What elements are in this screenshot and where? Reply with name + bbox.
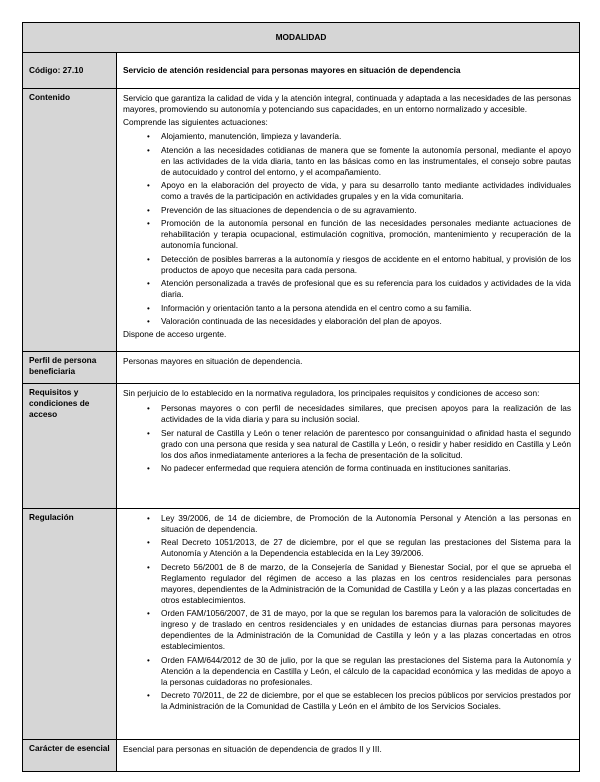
code-row [23, 53, 580, 89]
list-item: • Promoción de la autonomía personal en función de las necesidades personales mediante actuaciones de rehabilitación y terapia ocupacional, estimulación cognitiva, promoción, mantenimiento y recuperación de la autonomía funcional. [161, 218, 571, 251]
contenido-intro: Servicio que garantiza la calidad de vida y la atención integral, continuada y adaptada a las necesidades de las personas mayores, promoviendo su autonomía y potenciando sus capacidades, en un entorno normalizado y accesible. [123, 93, 571, 115]
regulacion-label: Regulación [23, 509, 117, 740]
contenido-cell [117, 89, 580, 352]
contenido-label: Contenido [23, 89, 117, 352]
service-sheet-table [22, 22, 580, 772]
caracter-text: Esencial para personas en situación de dependencia de grados II y III. [117, 740, 580, 772]
contenido-list [123, 131, 571, 327]
list-item: • Orden FAM/1056/2007, de 31 de mayo, por la que se regulan los baremos para la valoración de solicitudes de ingreso y de traslado en centros residenciales y en unidades de estancias diurnas para personas mayores dependientes de la Administración de la Comunidad de Castilla y león y a las plazas concertadas en otros establecimientos. [161, 608, 571, 652]
list-item: • Decreto 56/2001 de 8 de marzo, de la Consejería de Sanidad y Bienestar Social, por el que se aprueba el Reglamento regulador del régimen de acceso a las plazas en los centros residenciales para personas mayores, dependientes de la Administración de la Comunidad de Castilla y León y a las plazas concertadas en otros establecimientos. [161, 562, 571, 606]
requisitos-cell [117, 384, 580, 509]
contenido-footer: Dispone de acceso urgente. [123, 329, 227, 340]
perfil-label: Perfil de persona beneficiaria [23, 352, 117, 384]
contenido-row [23, 89, 580, 352]
caracter-row [23, 740, 580, 772]
list-item: • Alojamiento, manutención, limpieza y lavandería. [161, 131, 571, 142]
caracter-label: Carácter de esencial [23, 740, 117, 772]
header-row [23, 23, 580, 53]
requisitos-list [123, 403, 571, 474]
requisitos-label: Requisitos y condiciones de acceso [23, 384, 117, 509]
list-item: • Ser natural de Castilla y León o tener relación de parentesco por consanguinidad o afinidad hasta el segundo grado con una persona que resida y sea natural de Castilla y León, o residir y haber residido en Castilla y León los dos años inmediatamente anteriores a la fecha de presentación de la solicitud. [161, 428, 571, 461]
list-item: • Real Decreto 1051/2013, de 27 de diciembre, por el que se regulan las prestaciones del Sistema para la Autonomía y Atención a la Dependencia establecida en la Ley 39/2006. [161, 537, 571, 559]
list-item: • Orden FAM/644/2012 de 30 de julio, por la que se regulan las prestaciones del Sistema para la Autonomía y Atención a la dependencia en Castilla y León, el cálculo de la capacidad económica y las medidas de apoyo a la personas cuidadoras no profesionales. [161, 655, 571, 688]
list-item: • Atención personalizada a través de profesional que es su referencia para los cuidados y actividades de la vida diaria. [161, 278, 571, 300]
list-item: • No padecer enfermedad que requiera atención de forma continuada en instituciones sanitarias. [161, 463, 571, 474]
service-title: Servicio de atención residencial para personas mayores en situación de dependencia [117, 53, 580, 89]
list-item: • Información y orientación tanto a la persona atendida en el centro como a su familia. [161, 303, 571, 314]
list-item: • Apoyo en la elaboración del proyecto de vida, y para su desarrollo tanto mediante actividades individuales como a través de la participación en actividades grupales y en la vida comunitaria. [161, 180, 571, 202]
perfil-text: Personas mayores en situación de dependencia. [117, 352, 580, 384]
list-item: • Ley 39/2006, de 14 de diciembre, de Promoción de la Autonomía Personal y Atención a las personas en situación de dependencia. [161, 513, 571, 535]
list-item: • Atención a las necesidades cotidianas de manera que se fomente la autonomía personal, mediante el apoyo en las actividades de la vida diaria, tanto en las básicas como en las instrumentales, el consejo sobre pautas de autocuidado y control del entorno, y el acompañamiento. [161, 145, 571, 178]
requisitos-intro: Sin perjuicio de lo establecido en la normativa reguladora, los principales requisitos y condiciones de acceso son: [123, 388, 540, 398]
regulacion-row [23, 509, 580, 740]
list-item: • Detección de posibles barreras a la autonomía y riesgos de accidente en el entorno habitual, y provisión de los productos de apoyo que necesita para cada persona. [161, 254, 571, 276]
list-item: • Prevención de las situaciones de dependencia o de su agravamiento. [161, 205, 571, 216]
perfil-row [23, 352, 580, 384]
modalidad-header: MODALIDAD [23, 23, 580, 53]
list-item: • Valoración continuada de las necesidades y elaboración del plan de apoyos. [161, 316, 571, 327]
regulacion-cell [117, 509, 580, 740]
contenido-comprende: Comprende las siguientes actuaciones: [123, 117, 268, 128]
list-item: • Personas mayores o con perfil de necesidades similares, que precisen apoyos para la realización de las actividades de la vida diaria y para su inclusión social. [161, 403, 571, 425]
list-item: • Decreto 70/2011, de 22 de diciembre, por el que se establecen los precios públicos por servicios prestados por la Administración de la Comunidad de Castilla y León en el ámbito de los Servicios Sociales. [161, 690, 571, 712]
code-label: Código: 27.10 [23, 53, 117, 89]
regulacion-list [123, 513, 571, 712]
requisitos-row [23, 384, 580, 509]
